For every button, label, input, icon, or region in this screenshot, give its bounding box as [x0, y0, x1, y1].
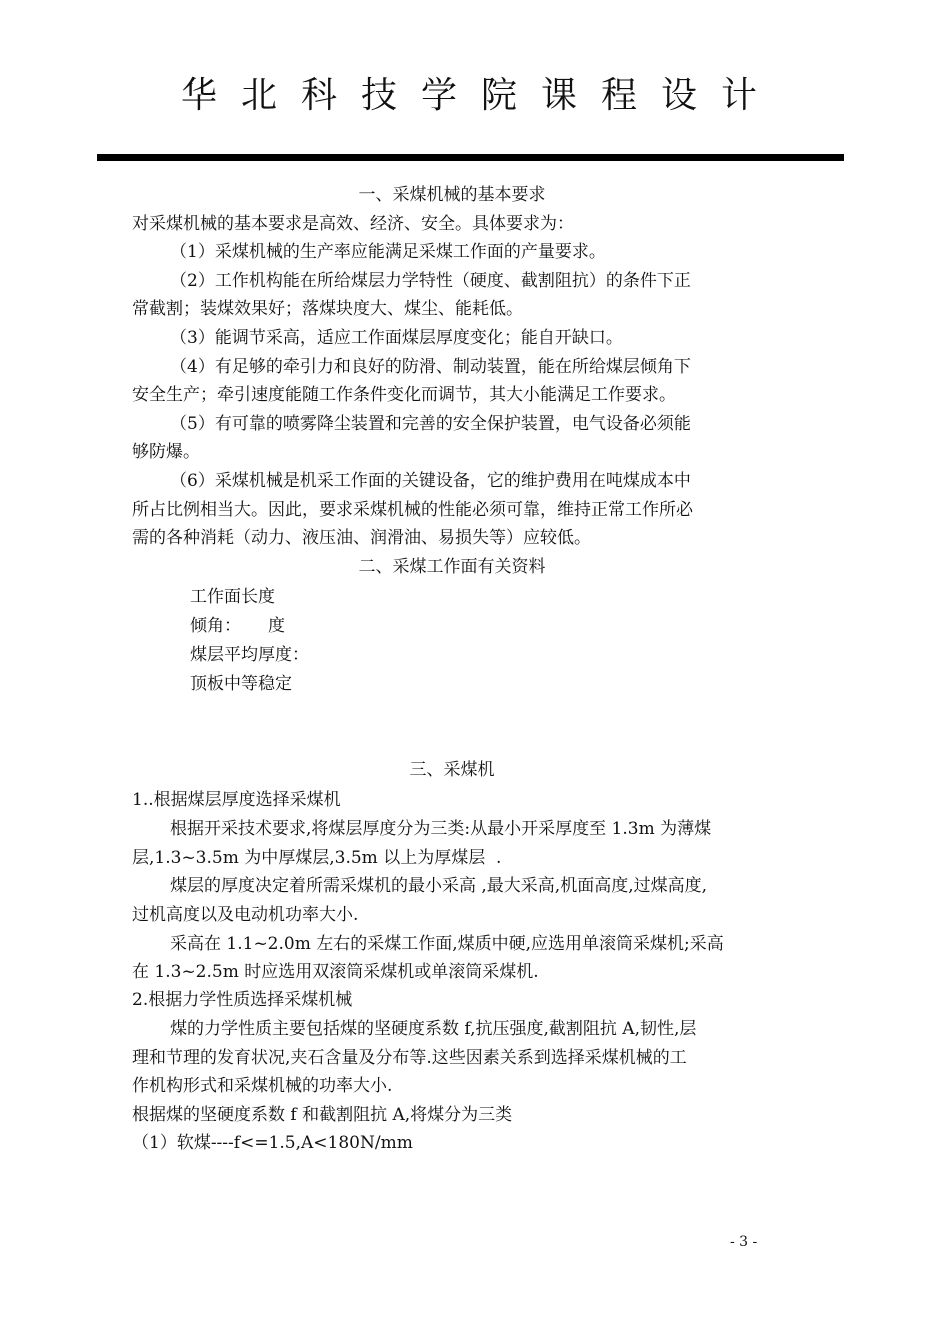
text-line: 层,1.3~3.5m 为中厚煤层,3.5m 以上为厚煤层 . — [132, 848, 502, 868]
text-line: 根据煤的坚硬度系数 f 和截割阻抗 A,将煤分为三类 — [132, 1105, 513, 1125]
text-line: 在 1.3~2.5m 时应选用双滚筒采煤机或单滚筒采煤机. — [132, 962, 539, 982]
text-line: 煤的力学性质主要包括煤的坚硬度系数 f,抗压强度,截割阻抗 A,韧性,层 — [170, 1019, 697, 1039]
text-line: 够防爆。 — [132, 442, 200, 462]
text-line: （1）采煤机械的生产率应能满足采煤工作面的产量要求。 — [170, 242, 606, 262]
text-line: （2）工作机构能在所给煤层力学特性（硬度、截割阻抗）的条件下正 — [170, 271, 691, 291]
text-line: 常截割；装煤效果好；落煤块度大、煤尘、能耗低。 — [132, 299, 523, 319]
text-line: 工作面长度 — [190, 587, 275, 607]
text-line: 需的各种消耗（动力、液压油、润滑油、易损失等）应较低。 — [132, 528, 591, 548]
text-line: （5）有可靠的喷雾降尘装置和完善的安全保护装置，电气设备必须能 — [170, 414, 691, 434]
text-line: （6）采煤机械是机采工作面的关键设备，它的维护费用在吨煤成本中 — [170, 471, 691, 491]
text-line: 对采煤机械的基本要求是高效、经济、安全。具体要求为： — [132, 214, 574, 234]
text-line: 理和节理的发育状况,夹石含量及分布等.这些因素关系到选择采煤机械的工 — [132, 1048, 687, 1068]
text-line: （4）有足够的牵引力和良好的防滑、制动装置，能在所给煤层倾角下 — [170, 357, 691, 377]
section-heading-3: 三、采煤机 — [409, 760, 495, 780]
header-rule — [97, 154, 844, 161]
text-line: 过机高度以及电动机功率大小. — [132, 905, 359, 925]
section-heading-2: 二、采煤工作面有关资料 — [358, 557, 546, 577]
text-line: 1..根据煤层厚度选择采煤机 — [132, 790, 341, 810]
text-line: （3）能调节采高，适应工作面煤层厚度变化；能自开缺口。 — [170, 328, 623, 348]
section-heading-1: 一、采煤机械的基本要求 — [358, 185, 546, 205]
header-title: 华北科技学院课程设计 — [180, 75, 781, 116]
text-line: （1）软煤----f<=1.5,A<180N/mm — [132, 1133, 413, 1153]
text-line: 根据开采技术要求,将煤层厚度分为三类:从最小开采厚度至 1.3m 为薄煤 — [170, 819, 712, 839]
text-line: 2.根据力学性质选择采煤机械 — [132, 990, 353, 1010]
text-line: 倾角： 度 — [190, 616, 286, 636]
text-line: 采高在 1.1~2.0m 左右的采煤工作面,煤质中硬,应选用单滚筒采煤机;采高 — [170, 934, 724, 954]
text-line: 煤层的厚度决定着所需采煤机的最小采高 ,最大采高,机面高度,过煤高度, — [170, 876, 708, 896]
text-line: 所占比例相当大。因此，要求采煤机械的性能必须可靠，维持正常工作所必 — [132, 500, 693, 520]
text-line: 安全生产；牵引速度能随工作条件变化而调节，其大小能满足工作要求。 — [132, 385, 676, 405]
page-number: - 3 - — [730, 1234, 758, 1250]
text-line: 煤层平均厚度： — [190, 645, 309, 665]
text-line: 作机构形式和采煤机械的功率大小. — [132, 1076, 393, 1096]
text-line: 顶板中等稳定 — [190, 674, 292, 694]
